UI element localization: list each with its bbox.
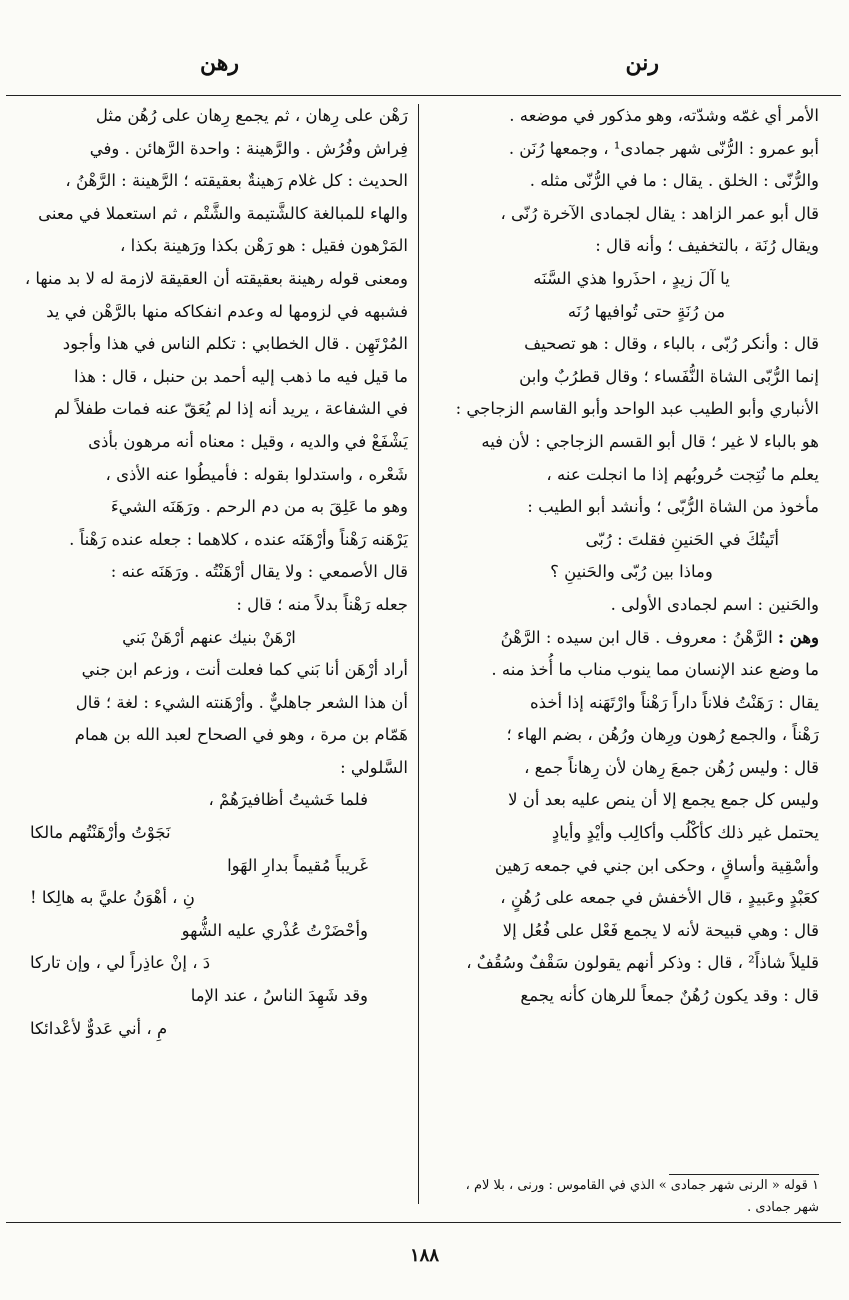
text-line: ما قيل فيه ما ذهب إليه أحمد بن حنبل ، قال : هذا	[74, 366, 408, 386]
text-line: كعَبْدٍ وعَبيدٍ ، قال الأخفش في جمعه على رُهُنٍ ،	[500, 888, 819, 908]
text-line: وأسْقِية وأساقٍ ، وحكى ابن جني في جمعه رَهين	[494, 855, 819, 875]
entry-headword: وهن :	[777, 627, 819, 647]
text-line: قال الأصمعي : ولا يقال أرْهَنْتُه . ورَهَنَه عنه :	[110, 562, 408, 582]
text-line: يقال : رَهَنْتُ فلاناً داراً رَهْناً وارْتَهَنه إذا أخذه	[530, 692, 819, 712]
text-line: أراد أرْهَن أنا بَني كما فعلت أنت ، وزعم ابن جني	[81, 660, 408, 680]
page-number: ١٨٨	[409, 1245, 439, 1266]
verse-line: مِ ، أني عَدوٌّ لأعْدائكا	[30, 1018, 168, 1038]
text-line: ما وضع عند الإنسان مما ينوب مناب ما أُخذ منه .	[491, 660, 819, 680]
text-line: ويقال رُنَة ، بالتخفيف ؛ وأنه قال :	[595, 236, 819, 256]
verse-line: من رُنَةٍ حتى تُوافيها رُنَه	[567, 301, 726, 321]
text-line: يحتمل غير ذلك كأكْلُب وأكالِب وأيْدٍ وأيادٍ	[551, 823, 819, 843]
entry-line-text: الرَّهْنُ : معروف . قال ابن سيده : الرَّهْنُ	[500, 627, 773, 647]
text-line: قال : وليس رُهُن جمعَ رِهان لأن رِهاناً جمع ،	[524, 757, 819, 777]
text-line: هو بالباء لا غير ؛ قال أبو القسم الزجاجي : لأن فيه	[481, 431, 819, 451]
column-divider	[418, 104, 419, 1204]
verse-line: وأحْضَرْتُ عُذْري عليه الشُّهو	[181, 920, 368, 940]
text-line: وليس كل جمع يجمع إلا أن ينص عليه بعد أن لا	[508, 790, 819, 810]
verse-line: دَ ، إنْ عاذِراً لي ، وإن تاركا	[30, 953, 211, 973]
entry-first-line	[444, 622, 819, 655]
text-line: يَرْهَنه رَهْناً وأرْهَنَه عنده ، كلاهما : جعله عنده رَهْناً .	[69, 529, 408, 549]
text-line: الأمر أي غمّه وشدّته، وهو مذكور في موضعه .	[509, 106, 819, 125]
text-line: يعلم ما نُتِجت حُروبُهم إذا ما انجلت عنه ،	[546, 464, 819, 484]
top-rule	[6, 95, 841, 96]
footnote-text: ١ قوله « الرنى شهر جمادى » الذي في القاموس : ورنى ، بلا لام ، شهر جمادى .	[465, 1178, 819, 1215]
header-right-word: رنن	[625, 50, 659, 76]
text-line: ومعنى قوله رهينة بعقيقته أن العقيقة لازمة له لا بد منها ،	[24, 268, 408, 288]
text-line: أبو عمرو : الرُّنّى شهر جمادى¹ ، وجمعها رُنَن .	[508, 138, 819, 158]
text-line: الأنباري وأبو الطيب عبد الواحد وأبو القاسم الزجاجي :	[455, 399, 819, 419]
text-line: هَمّام بن مرة ، وهو في الصحاح لعبد الله بن همام	[74, 725, 408, 745]
header-left-word: رهن	[200, 50, 239, 76]
text-line: وهو ما عَلِقَ به من دم الرحم . ورَهَنَه الشيءَ	[110, 497, 408, 517]
text-line: والهاء للمبالغة كالشَّتيمة والشَّتْم ، ثم استعملا في معنى	[38, 203, 408, 223]
text-line: فِراش وفُرُش . والرَّهينة : واحدة الرَّهائن . وفي	[89, 138, 408, 158]
right-column	[444, 100, 819, 1013]
text-line: قليلاً شاذاً² ، قال : وذكر أنهم يقولون سَقْفٌ وسُقُفٌ ،	[466, 953, 819, 973]
text-line: رَهْن على رِهان ، ثم يجمع رِهان على رُهُن مثل	[95, 106, 408, 125]
text-line: يَشْفَعْ في والديه ، وقيل : معناه أنه مرهون بأذى	[88, 431, 408, 451]
text-line: مأخوذ من الشاة الرُّبّى ؛ وأنشد أبو الطيب :	[527, 497, 819, 517]
verse-line: نَجَوْتُ وأرْهَنْتُهم مالكا	[30, 823, 171, 843]
footnote	[444, 1172, 819, 1219]
text-line: أن هذا الشعر جاهليٌّ . وأرْهَنته الشيء : لغة ؛ قال	[75, 692, 408, 712]
text-line: قال : وأنكر رُبّى ، بالباء ، وقال : هو تصحيف	[524, 334, 819, 354]
text-line: المَرْهون فقيل : هو رَهْن بكذا ورَهينة بكذا ،	[120, 236, 408, 256]
verse-line: نِ ، أهْوَنُ عليَّ به هالِكا !	[30, 888, 195, 908]
verse-line: وقد شَهِدَ الناسُ ، عند الإما	[190, 986, 368, 1006]
text-line: قال : وهي قبيحة لأنه لا يجمع فَعْل على فُعُل إلا	[502, 920, 819, 940]
verse-line: أتَيتُكَ في الحَنينِ فقلتَ : رُبّى	[585, 529, 779, 549]
verse-line: ارْهَنْ بنيك عنهم أرْهَنْ بَني	[122, 627, 296, 647]
verse-line: غَريباً مُقيماً بدارِ الهَوا	[227, 855, 368, 875]
text-line: والرُّنّى : الخلق . يقال : ما في الرُّنّى مثله .	[529, 171, 819, 191]
verse-line: وماذا بين رُبّى والحَنينِ ؟	[550, 562, 713, 582]
text-line: في الشفاعة ، يريد أنه إذا لم يُعَقّ عنه فمات طفلاً لم	[54, 399, 408, 419]
text-line: شَعْره ، واستدلوا بقوله : فأميطُوا عنه الأذى ،	[105, 464, 408, 484]
text-line: رَهْناً ، والجمع رُهون ورِهان ورُهُن ، بضم الهاء ؛	[506, 725, 819, 745]
text-line: السَّلولي :	[340, 757, 408, 777]
text-line: والحَنين : اسم لجمادى الأولى .	[610, 594, 819, 614]
verse-line: يا آلَ زيدٍ ، احذَروا هذي السَّنَه	[533, 268, 730, 288]
text-line: الحديث : كل غلام رَهينةٌ بعقيقته ؛ الرَّهينة : الرَّهْنُ ،	[65, 171, 408, 191]
text-line: قال : وقد يكون رُهُنٌ جمعاً للرهان كأنه يجمع	[520, 986, 819, 1006]
text-line: جعله رَهْناً بدلاً منه ؛ قال :	[236, 594, 408, 614]
text-line: فشبهه في لزومها له وعدم انفكاكه منها بالرَّهْن في يد	[46, 301, 408, 321]
left-column	[10, 100, 408, 1045]
bottom-rule	[6, 1222, 841, 1223]
text-line: قال أبو عمر الزاهد : يقال لجمادى الآخرة رُنّى ،	[500, 203, 819, 223]
text-line: إنما الرُّبّى الشاة النُّفَساء ؛ وقال قطرُبٌ وابن	[519, 366, 819, 386]
text-line: المُرْتَهِن . قال الخطابي : تكلم الناس في هذا وأجود	[62, 334, 408, 354]
verse-line: فلما خَشيتُ أظافيرَهُمْ ،	[208, 790, 368, 810]
